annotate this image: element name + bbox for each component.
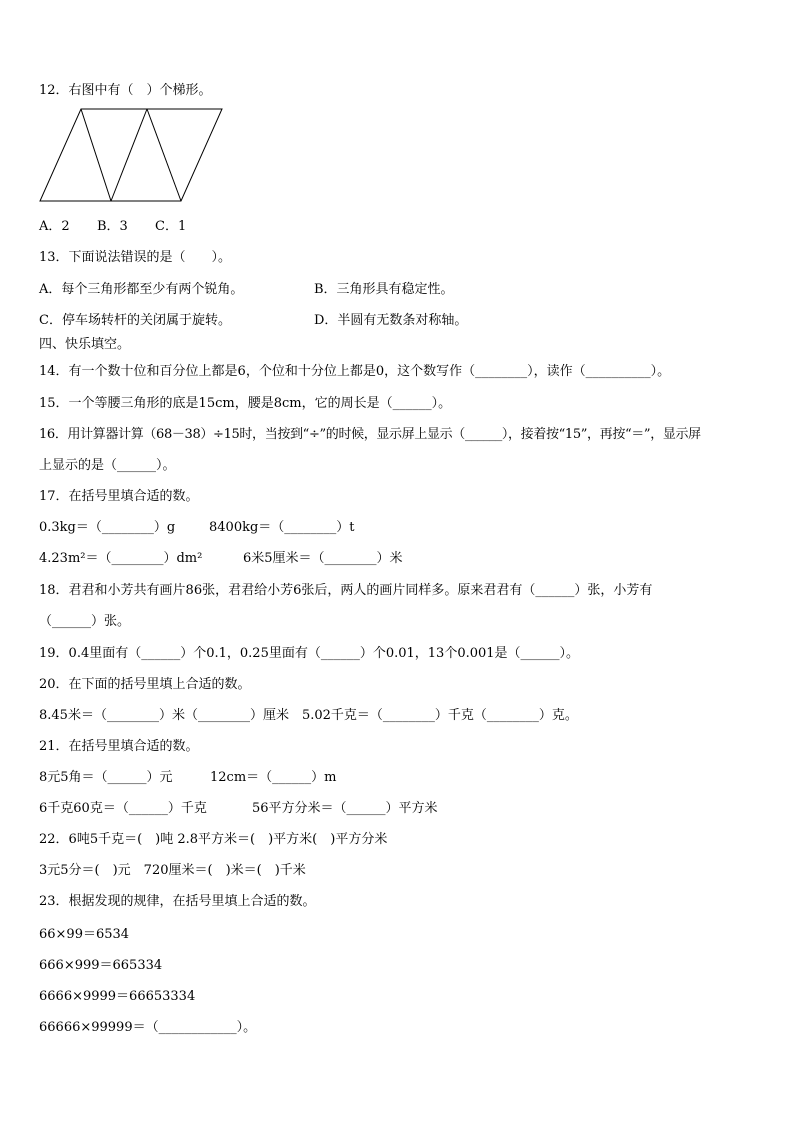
q21-item-d: 56平方分米＝（______）平方米 (252, 801, 438, 816)
q17-item-b: 8400kg＝（________）t (209, 520, 355, 535)
q13-option-a: A．每个三角形都至少有两个锐角。 (39, 282, 244, 297)
q12-option-c: C．1 (155, 219, 187, 234)
q23-row-4: 66666×99999＝（____________）。 (39, 1020, 257, 1035)
q16-line1: 16．用计算器计算（68－38）÷15时，当按到“÷”的时候，显示屏上显示（______），接着按“15”，再按“＝”，显示屏 (39, 427, 701, 442)
q17-item-c: 4.23m²＝（________）dm² (39, 551, 203, 566)
q13-stem: 13．下面说法错误的是（ ）。 (39, 250, 232, 265)
q23-stem: 23．根据发现的规律，在括号里填上合适的数。 (39, 894, 316, 909)
q15: 15．一个等腰三角形的底是15cm，腰是8cm，它的周长是（______）。 (39, 396, 452, 411)
section-heading: 四、快乐填空。 (39, 337, 131, 352)
figure-line-2 (111, 109, 147, 201)
q22-line1: 22．6吨5千克＝( )吨 2.8平方米＝( )平方米( )平方分米 (39, 832, 388, 847)
q12-option-a: A．2 (39, 219, 70, 234)
q23-row-3: 6666×9999＝66653334 (39, 989, 196, 1004)
q22-line2: 3元5分＝( )元 720厘米＝( )米＝( )千米 (39, 863, 306, 878)
q20-stem: 20．在下面的括号里填上合适的数。 (39, 677, 251, 692)
q17-item-a: 0.3kg＝（________）g (39, 520, 176, 535)
q12-stem: 12．右图中有（ ）个梯形。 (39, 83, 212, 98)
q23-row-1: 66×99＝6534 (39, 927, 130, 942)
figure-outline (40, 109, 222, 201)
q18-line1: 18．君君和小芳共有画片86张，君君给小芳6张后，两人的画片同样多。原来君君有（______）张，小芳有 (39, 583, 653, 598)
figure-line-3 (147, 109, 181, 201)
q21-item-c: 6千克60克＝（______）千克 (39, 801, 207, 816)
q12-option-b: B．3 (97, 219, 128, 234)
q21-stem: 21．在括号里填合适的数。 (39, 739, 199, 754)
q18-line2: （______）张。 (39, 614, 131, 629)
q21-item-b: 12cm＝（______）m (210, 770, 337, 785)
q17-stem: 17．在括号里填合适的数。 (39, 489, 199, 504)
q13-option-c: C．停车场转杆的关闭属于旋转。 (39, 313, 231, 328)
q17-item-d: 6米5厘米＝（________）米 (243, 551, 403, 566)
q13-option-b: B．三角形具有稳定性。 (314, 282, 454, 297)
q21-item-a: 8元5角＝（______）元 (39, 770, 173, 785)
trapezoid-figure (37, 106, 227, 204)
q20-line: 8.45米＝（________）米（________）厘米 5.02千克＝（________）千克（________）克。 (39, 708, 578, 723)
q14: 14．有一个数十位和百分位上都是6，个位和十分位上都是0，这个数写作（________），读作（__________）。 (39, 364, 671, 379)
q13-option-d: D．半圆有无数条对称轴。 (314, 313, 468, 328)
q16-line2: 上显示的是（______）。 (39, 458, 176, 473)
figure-line-1 (81, 109, 111, 201)
q19: 19．0.4里面有（______）个0.1，0.25里面有（______）个0.01，13个0.001是（______）。 (39, 646, 580, 661)
q23-row-2: 666×999＝665334 (39, 958, 163, 973)
